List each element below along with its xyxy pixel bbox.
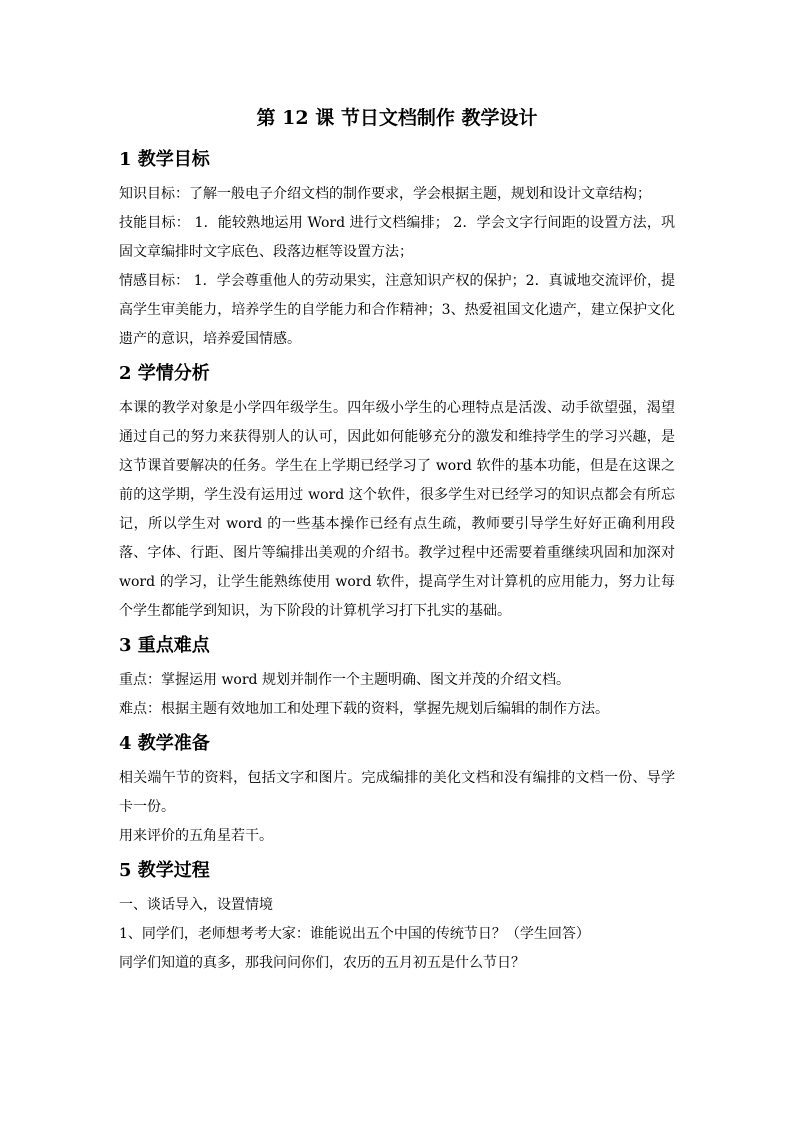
paragraph-key-point: 重点：掌握运用 word 规划并制作一个主题明确、图文并茂的介绍文档。 [119, 672, 570, 688]
section-heading-preparation: 4 教学准备 [119, 733, 210, 754]
paragraph-skill-goal: 技能目标： 1．能较熟地运用 Word 进行文档编排； 2．学会文字行间距的设置方法，巩固文章编排时文字底色、段落边框等设置方法； [119, 215, 675, 260]
section-heading-analysis: 2 学情分析 [119, 363, 210, 384]
paragraph-difficulty: 难点：根据主题有效地加工和处理下载的资料，掌握先规划后编辑的制作方法。 [119, 701, 609, 717]
section-heading-key-points: 3 重点难点 [119, 635, 210, 656]
paragraph-student-analysis: 本课的教学对象是小学四年级学生。四年级小学生的心理特点是活泼、动手欲望强，渴望通过自己的努力来获得别人的认可，因此如何能够充分的激发和维持学生的学习兴趣，是这节课首要解决的任务。学生在上学期已经学习了 word 软件的基本功能，但是在这课之前的这学期，学生没有运用过 word 这个软件，很多学生对已经学习的知识点都会有所忘记，所以学生对 word 的一些基本操作已经有点生疏，教师要引导学生好好正确利用段落、字体、行距、图片等编排出美观的介绍书。教学过程中还需要着重继续巩固和加深对 word 的学习，让学生能熟练使用 word 软件，提高学生对计算机的应用能力，努力让每个学生都能学到知识，为下阶段的计算机学习打下扎实的基础。 [119, 400, 675, 619]
paragraph-materials: 相关端午节的资料，包括文字和图片。完成编排的美化文档和没有编排的文档一份、导学卡一份。 [119, 770, 675, 815]
paragraph-emotion-goal: 情感目标： 1．学会尊重他人的劳动果实，注意知识产权的保护；2．真诚地交流评价，提高学生审美能力，培养学生的自学能力和合作精神；3、热爱祖国文化遗产，建立保护文化遗产的意识，培养爱国情感。 [119, 273, 675, 347]
paragraph-process-question-1: 1、同学们，老师想考考大家：谁能说出五个中国的传统节日？（学生回答） [119, 926, 590, 942]
paragraph-knowledge-goal: 知识目标：了解一般电子介绍文档的制作要求，学会根据主题，规划和设计文章结构； [119, 186, 651, 202]
section-heading-process: 5 教学过程 [119, 860, 210, 881]
paragraph-process-step-1: 一、谈话导入，设置情境 [119, 897, 273, 913]
page-title: 第 12 课 节日文档制作 教学设计 [256, 107, 538, 129]
document-body [119, 144, 675, 978]
paragraph-stars: 用来评价的五角星若干。 [119, 828, 273, 844]
section-heading-objectives: 1 教学目标 [119, 149, 210, 170]
paragraph-process-question-2: 同学们知道的真多，那我问问你们，农历的五月初五是什么节日？ [119, 955, 525, 971]
